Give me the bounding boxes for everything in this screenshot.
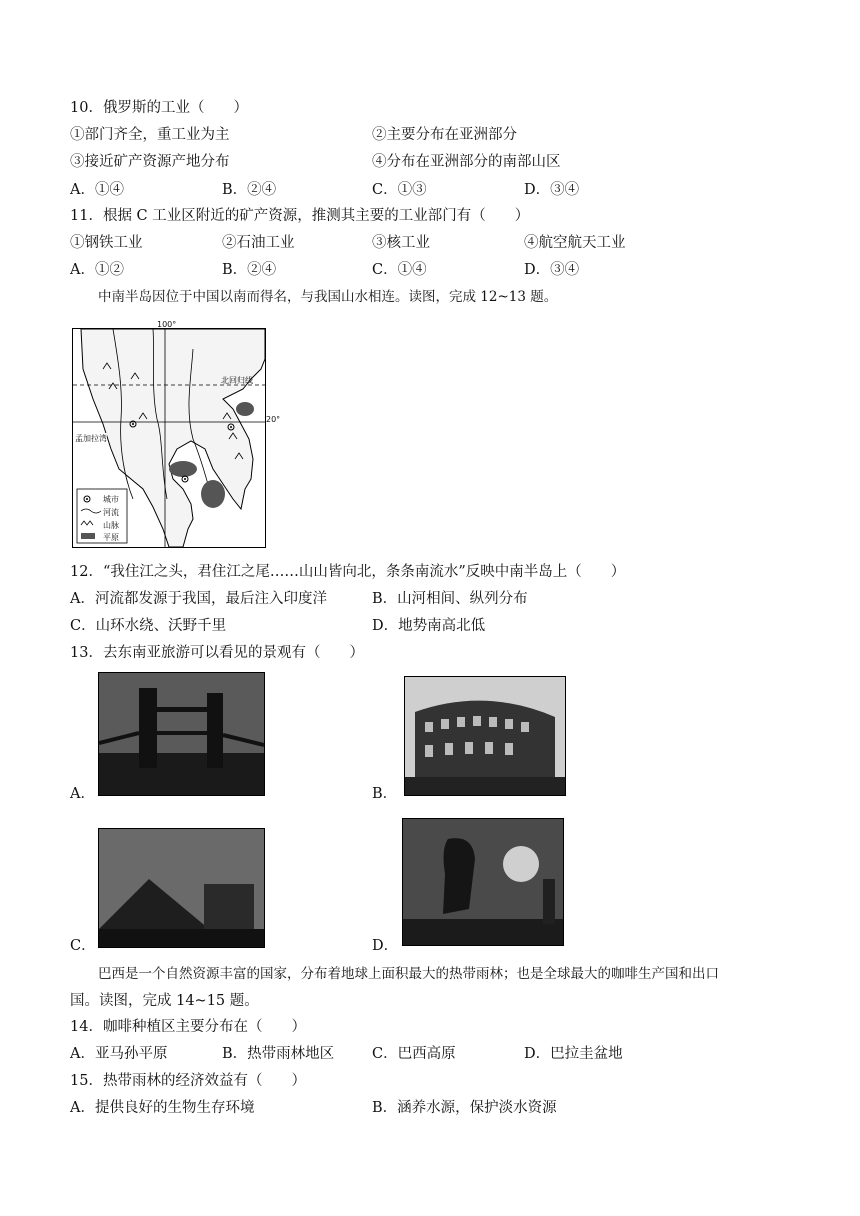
q11-item-1: ①钢铁工业 xyxy=(70,235,143,251)
intro-14-15-line2: 国。读图，完成 14~15 题。 xyxy=(70,993,259,1009)
q10-item-4: ④分布在亚洲部分的南部山区 xyxy=(372,154,561,170)
q10-option-a[interactable]: A．①④ xyxy=(70,182,124,198)
colosseum-photo xyxy=(404,676,566,796)
intro-12-13: 中南半岛因位于中国以南而得名，与我国山水相连。读图，完成 12~13 题。 xyxy=(98,289,558,305)
q12-option-d[interactable]: D．地势南高北低 xyxy=(372,618,486,634)
merlion-image xyxy=(403,819,563,945)
q10-item-3: ③接近矿产资源产地分布 xyxy=(70,154,230,170)
q13-option-d[interactable]: D． xyxy=(372,938,399,954)
q15-option-b[interactable]: B．涵养水源，保护淡水资源 xyxy=(372,1100,557,1116)
colosseum-image xyxy=(405,677,565,795)
q10-stem: 10．俄罗斯的工业（ ） xyxy=(70,100,248,116)
q12-option-b[interactable]: B．山河相间、纵列分布 xyxy=(372,591,528,607)
q11-item-2: ②石油工业 xyxy=(222,235,295,251)
q13-option-b[interactable]: B． xyxy=(372,786,398,802)
map-bay-label: 孟加拉湾 xyxy=(75,434,107,443)
q13-option-c[interactable]: C． xyxy=(70,938,96,954)
intro-14-15-line1: 巴西是一个自然资源丰富的国家，分布着地球上面积最大的热带雨林；也是全球最大的咖啡生产国和出口 xyxy=(98,966,719,982)
pyramid-image xyxy=(99,829,264,947)
q15-option-a[interactable]: A．提供良好的生物生存环境 xyxy=(70,1100,255,1116)
legend-mountain: 山脉 xyxy=(103,521,119,530)
q11-option-c[interactable]: C．①④ xyxy=(372,262,427,278)
q14-option-b[interactable]: B．热带雨林地区 xyxy=(222,1046,335,1062)
pyramid-louvre-photo xyxy=(98,828,265,948)
q11-stem: 11．根据 C 工业区附近的矿产资源，推测其主要的工业部门有（ ） xyxy=(70,208,530,224)
q14-option-d[interactable]: D．巴拉圭盆地 xyxy=(524,1046,623,1062)
tower-bridge-image xyxy=(99,673,264,795)
q15-stem: 15．热带雨林的经济效益有（ ） xyxy=(70,1073,306,1089)
indochina-map xyxy=(72,320,281,548)
q10-option-c[interactable]: C．①③ xyxy=(372,182,427,198)
map-tropic-label: 北回归线 xyxy=(221,376,253,385)
legend-city: 城市 xyxy=(103,495,119,504)
q14-option-c[interactable]: C．巴西高原 xyxy=(372,1046,456,1062)
q13-stem: 13．去东南亚旅游可以看见的景观有（ ） xyxy=(70,645,364,661)
q14-stem: 14．咖啡种植区主要分布在（ ） xyxy=(70,1019,306,1035)
q11-option-a[interactable]: A．①② xyxy=(70,262,124,278)
q10-item-2: ②主要分布在亚洲部分 xyxy=(372,127,517,143)
q11-option-b[interactable]: B．②④ xyxy=(222,262,277,278)
q14-option-a[interactable]: A．亚马孙平原 xyxy=(70,1046,168,1062)
q12-option-c[interactable]: C．山环水绕、沃野千里 xyxy=(70,618,227,634)
tower-bridge-photo xyxy=(98,672,265,796)
q10-item-1: ①部门齐全，重工业为主 xyxy=(70,127,230,143)
q10-option-d[interactable]: D．③④ xyxy=(524,182,580,198)
legend-river: 河流 xyxy=(103,508,119,517)
q13-option-a[interactable]: A． xyxy=(70,786,95,802)
q12-option-a[interactable]: A．河流都发源于我国，最后注入印度洋 xyxy=(70,591,327,607)
legend-plain: 平原 xyxy=(103,533,119,542)
merlion-photo xyxy=(402,818,564,946)
q10-option-b[interactable]: B．②④ xyxy=(222,182,277,198)
map-lat-label: 20° xyxy=(266,415,281,424)
map-lon-label: 100° xyxy=(157,320,177,329)
q11-item-3: ③核工业 xyxy=(372,235,430,251)
q11-option-d[interactable]: D．③④ xyxy=(524,262,580,278)
q11-item-4: ④航空航天工业 xyxy=(524,235,626,251)
q12-stem: 12．“我住江之头，君住江之尾……山山皆向北，条条南流水”反映中南半岛上（ ） xyxy=(70,564,626,580)
